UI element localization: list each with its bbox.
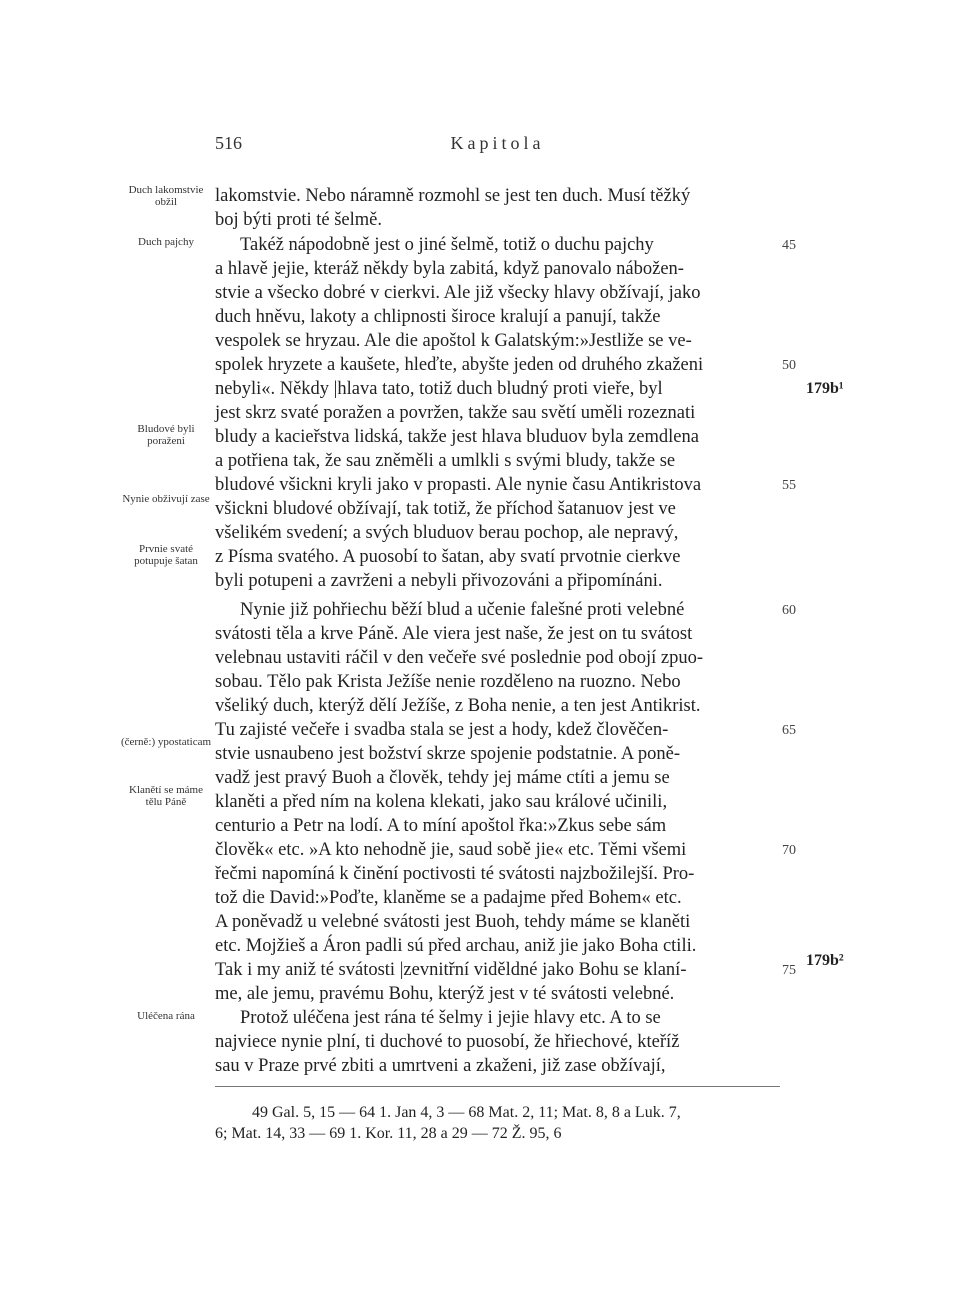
text-line: stvie a všecko dobré v cierkvi. Ale již všecky hlavy obžívají, jako bbox=[215, 283, 701, 303]
text-line: člověk« etc. »A kto nehodně jie, saud sobě jie« etc. Těmi všemi bbox=[215, 840, 687, 860]
page-header bbox=[215, 133, 780, 163]
text-line: bludové všickni kryli jako v propasti. Ale nynie času Antikristova bbox=[215, 475, 702, 495]
text-line: všelikém svedení; a svých bluduov berau pochop, ale nepravý, bbox=[215, 523, 679, 543]
margin-note: (černě:) ypostaticam bbox=[120, 736, 212, 748]
text-line: etc. Mojžieš a Áron padli sú před archau, aniž jie jako Boha ctili. bbox=[215, 936, 697, 956]
text-line: stvie usnaubeno jest božství skrze spojenie podstatnie. A poně- bbox=[215, 744, 680, 764]
margin-note: Nynie obživují zase bbox=[122, 493, 210, 505]
text-line: Nynie již pohřiechu běží blud a učenie falešné proti velebné bbox=[240, 600, 685, 620]
margin-note: Duch lakomstvie obžil bbox=[128, 184, 204, 208]
text-line: Takéž nápodobně jest o jiné šelmě, totiž o duchu pajchy bbox=[240, 235, 654, 255]
text-line: byli potupeni a zavrženi a nebyli přivozováni a připomínáni. bbox=[215, 571, 663, 591]
line-number: 65 bbox=[782, 723, 796, 738]
text-line: svátosti těla a krve Páně. Ale viera jest naše, že jest on tu svátost bbox=[215, 624, 693, 644]
text-line: Protož uléčena jest rána té šelmy i jejie hlavy etc. A to se bbox=[240, 1008, 661, 1028]
line-number: 60 bbox=[782, 603, 796, 618]
line-number: 70 bbox=[782, 843, 796, 858]
line-number: 75 bbox=[782, 963, 796, 978]
text-line: tož die David:»Poďte, klaněme se a padajme před Bohem« etc. bbox=[215, 888, 682, 908]
line-number: 50 bbox=[782, 358, 796, 373]
margin-note: Prvnie svaté potupuje šatan bbox=[134, 543, 198, 567]
folio-mark: 179b² bbox=[806, 952, 844, 969]
folio-mark: 179b¹ bbox=[806, 380, 844, 397]
text-line: lakomstvie. Nebo náramně rozmohl se jest ten duch. Musí těžký bbox=[215, 186, 691, 206]
text-line: bludy a kacieřstva lidská, takže jest hlava bluduov byla zemdlena bbox=[215, 427, 699, 447]
text-line: vadž jest pravý Buoh a člověk, tehdy jej máme ctíti a jemu se bbox=[215, 768, 670, 788]
text-line: všickni bludové obžívají, tak totiž, že příchod šatanuov jest ve bbox=[215, 499, 676, 519]
text-line: A poněvadž u velebné svátosti jest Buoh, tehdy máme se klaněti bbox=[215, 912, 691, 932]
text-line: sobau. Tělo pak Krista Ježíše nenie rozděleno na ruozno. Nebo bbox=[215, 672, 681, 692]
text-line: centurio a Petr na lodí. A to míní apoštol řka:»Zkus sebe sám bbox=[215, 816, 667, 836]
text-line: klaněti a před ním na kolena klekati, jako sau králové učinili, bbox=[215, 792, 668, 812]
text-line: boj býti proti té šelmě. bbox=[215, 210, 382, 230]
margin-note: Duch pajchy bbox=[138, 236, 194, 248]
text-line: a hlavě jejie, kteráž někdy byla zabitá, když panovalo nábožen- bbox=[215, 259, 684, 279]
text-line: Tak i my aniž té svátosti |zevnitřní viděldné jako Bohu se klaní- bbox=[215, 960, 687, 980]
text-line: všeliký duch, kterýž dělí Ježíše, z Boha nenie, a ten jest Antikrist. bbox=[215, 696, 701, 716]
text-line: me, ale jemu, pravému Bohu, kterýž jest v té svátosti velebné. bbox=[215, 984, 675, 1004]
text-line: sau v Praze prvé zbiti a umrtveni a zkaženi, již zase obžívají, bbox=[215, 1056, 666, 1076]
footnote-line: 49 Gal. 5, 15 — 64 1. Jan 4, 3 — 68 Mat. 2, 11; Mat. 8, 8 a Luk. 7, bbox=[252, 1104, 681, 1121]
line-number: 55 bbox=[782, 478, 796, 493]
text-line: nebyli«. Někdy |hlava tato, totiž duch bludný proti vieře, byl bbox=[215, 379, 663, 399]
text-line: řečmi napomíná k činění poctivosti té svátosti najzbožilejší. Pro- bbox=[215, 864, 695, 884]
text-line: z Písma svatého. A puosobí to šatan, aby svatí prvotnie cierkve bbox=[215, 547, 681, 567]
footnote-divider bbox=[215, 1086, 780, 1087]
margin-note: Bludové byli poraženi bbox=[137, 423, 195, 447]
running-title: Kapitola bbox=[450, 133, 545, 153]
text-line: Tu zajisté večeře i svadba stala se jest a hody, kdež člověčen- bbox=[215, 720, 669, 740]
text-line: a potřiena tak, že sau zněměli a umlkli s svými bludy, takže se bbox=[215, 451, 676, 471]
page-number: 516 bbox=[215, 133, 242, 153]
text-line: spolek hryzete a kaušete, hleďte, abyšte jeden od druhého zkaženi bbox=[215, 355, 704, 375]
footnote-line: 6; Mat. 14, 33 — 69 1. Kor. 11, 28 a 29 — 72 Ž. 95, 6 bbox=[215, 1125, 562, 1142]
text-line: najviece nynie plní, ti duchové to puosobí, že hřiechové, kteříž bbox=[215, 1032, 680, 1052]
text-line: vespolek se hryzau. Ale die apoštol k Galatským:»Jestliže se ve- bbox=[215, 331, 692, 351]
text-line: duch hněvu, lakoty a chlipnosti široce kralují a panují, takže bbox=[215, 307, 661, 327]
margin-note: Klanětí se máme tělu Páně bbox=[129, 784, 203, 808]
line-number: 45 bbox=[782, 238, 796, 253]
margin-note: Uléčena rána bbox=[137, 1010, 195, 1022]
text-line: velebnau ustaviti ráčil v den večeře své poslednie pod obojí zpuo- bbox=[215, 648, 704, 668]
text-line: jest skrz svaté poražen a povržen, takže sau světí uměli rozeznati bbox=[215, 403, 696, 423]
